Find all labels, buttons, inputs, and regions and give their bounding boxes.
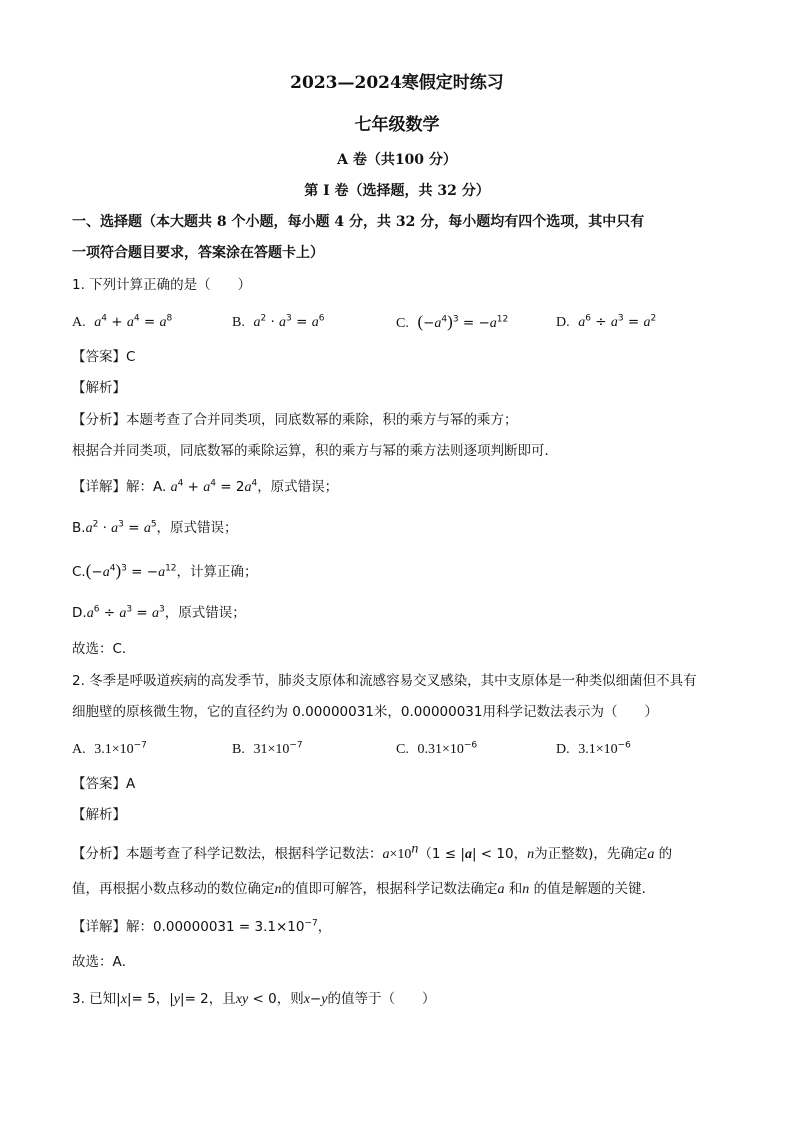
q2-analysis-mid: （1 ≤	[418, 846, 457, 862]
q2-option-a: A. $3.1\times 10^{-7}$	[72, 740, 147, 757]
q2-detail-exp: −7	[304, 918, 318, 929]
q2-analysis-mid2: < 10，	[480, 846, 528, 862]
q1-detail-b-prefix: B.	[72, 520, 86, 536]
q2-option-d: D. $3.1\times 10^{-6}$	[556, 740, 631, 757]
q1-detail-d-suffix: ，原式错误；	[164, 605, 246, 621]
instructions-line-1: 一、选择题（本大题共 8 个小题，每小题 4 分，共 32 分，每小题均有四个选项，其中只有	[72, 214, 645, 230]
q1-detail-c-suffix: ，计算正确；	[176, 564, 258, 580]
q2-option-c: C. $0.31\times 10^{-6}$	[396, 740, 478, 757]
q1-detail-prefix: 【详解】解：A.	[72, 479, 167, 495]
q1-detail-a: 【详解】解：A. $a^4 + a^4 = 2a^4$，原式错误；	[72, 478, 339, 495]
q1-detail-c: $C.(-a^4)^3 = -a^{12}$，计算正确；	[72, 561, 258, 580]
q1-option-b: B. $a^2 \cdot a^3 = a^6$	[232, 313, 325, 330]
q1-analysis-line-2: 根据合并同类项，同底数幂的乘除运算，积的乘方与幂的乘方法则逐项判断即可．	[72, 443, 558, 459]
q3-stem-eq2: = 2，且	[184, 991, 236, 1007]
q2-analysis2-prefix: 值，再根据小数点移动的数位确定	[72, 881, 275, 897]
q2-stem-line-2: 细胞壁的原核微生物，它的直径约为 0.00000031米，0.00000031用科学记数法表示为（ ）	[72, 704, 658, 720]
q3-stem-end: 的值等于（ ）	[327, 991, 436, 1007]
q2-analysis2-mid: 的值即可解答，根据科学记数法确定	[281, 881, 498, 897]
q1-detail-b: $B.a^2 \cdot a^3 = a^5$，原式错误；	[72, 519, 238, 536]
q1-answer: 【答案】C	[72, 349, 136, 365]
q1-jiexi-label: 【解析】	[72, 380, 126, 396]
q1-option-c: C. $(-a^4)^3 = -a^{12}$	[396, 312, 509, 331]
q2-analysis-mid3: 为正整数)，先确定	[534, 846, 648, 862]
q2-analysis-line-2: 值，再根据小数点移动的数位确定n的值即可解答，根据科学记数法确定a 和n 的值是解题的关键．	[72, 881, 656, 897]
q2-analysis-end: 的	[658, 846, 673, 862]
q3-stem-eq1: = 5，	[131, 991, 170, 1007]
q1-option-a: A. $a^4 + a^4 = a^8$	[72, 313, 173, 330]
q1-option-d: D. $a^6 \div a^3 = a^2$	[556, 313, 657, 330]
q3-stem-prefix: 3. 已知	[72, 991, 117, 1007]
q1-stem: 1. 下列计算正确的是（ ）	[72, 277, 252, 293]
q2-jiexi-label: 【解析】	[72, 807, 126, 823]
q2-analysis-prefix: 【分析】本题考查了科学记数法，根据科学记数法：	[72, 846, 383, 862]
q2-analysis2-end: 的值是解题的关键．	[533, 881, 656, 897]
document-title: 2023—2024寒假定时练习	[290, 73, 504, 93]
q2-detail-suffix: ，	[317, 919, 332, 935]
q1-conclusion: 故选：C．	[72, 641, 136, 657]
q2-analysis-line-1: 【分析】本题考查了科学记数法，根据科学记数法：$a\times 10^n(1 \le |a| < 10$，n为正整数)，先确定a 的	[72, 841, 673, 862]
document-subtitle: 七年级数学	[354, 115, 440, 135]
q3-stem-cond: < 0，则	[252, 991, 304, 1007]
q2-answer: 【答案】A	[72, 776, 136, 792]
q2-analysis2-and: 和	[508, 881, 523, 897]
q1-analysis-line-1: 【分析】本题考查了合并同类项，同底数幂的乘除，积的乘方与幂的乘方；	[72, 412, 518, 428]
q1-detail-d: $D.a^6 \div a^3 = a^3$，原式错误；	[72, 604, 246, 621]
q1-detail-a-suffix: ，原式错误；	[257, 479, 339, 495]
q2-detail-prefix: 【详解】解：0.00000031 = 3.1×10	[72, 919, 305, 935]
q2-option-b: B. $31\times 10^{-7}$	[232, 740, 303, 757]
q1-detail-b-suffix: ，原式错误；	[156, 520, 238, 536]
q2-conclusion: 故选：A．	[72, 954, 136, 970]
instructions-line-2: 一项符合题目要求，答案涂在答题卡上）	[72, 245, 324, 261]
q2-stem-line-1: 2. 冬季是呼吸道疾病的高发季节，肺炎支原体和流感容易交叉感染，其中支原体是一种类似细菌但不具有	[72, 673, 697, 689]
section-a-heading: A 卷（共100 分）	[337, 152, 457, 168]
q2-detail	[72, 918, 331, 936]
part-one-heading: 第 I 卷（选择题，共 32 分）	[304, 183, 490, 199]
q3-stem: 3. 已知|x|= 5，|y|= 2，且xy < 0，则x−y的值等于（ ）	[72, 991, 436, 1007]
q1-detail-d-prefix: D.	[72, 605, 87, 621]
q1-detail-c-prefix: C.	[72, 564, 86, 580]
